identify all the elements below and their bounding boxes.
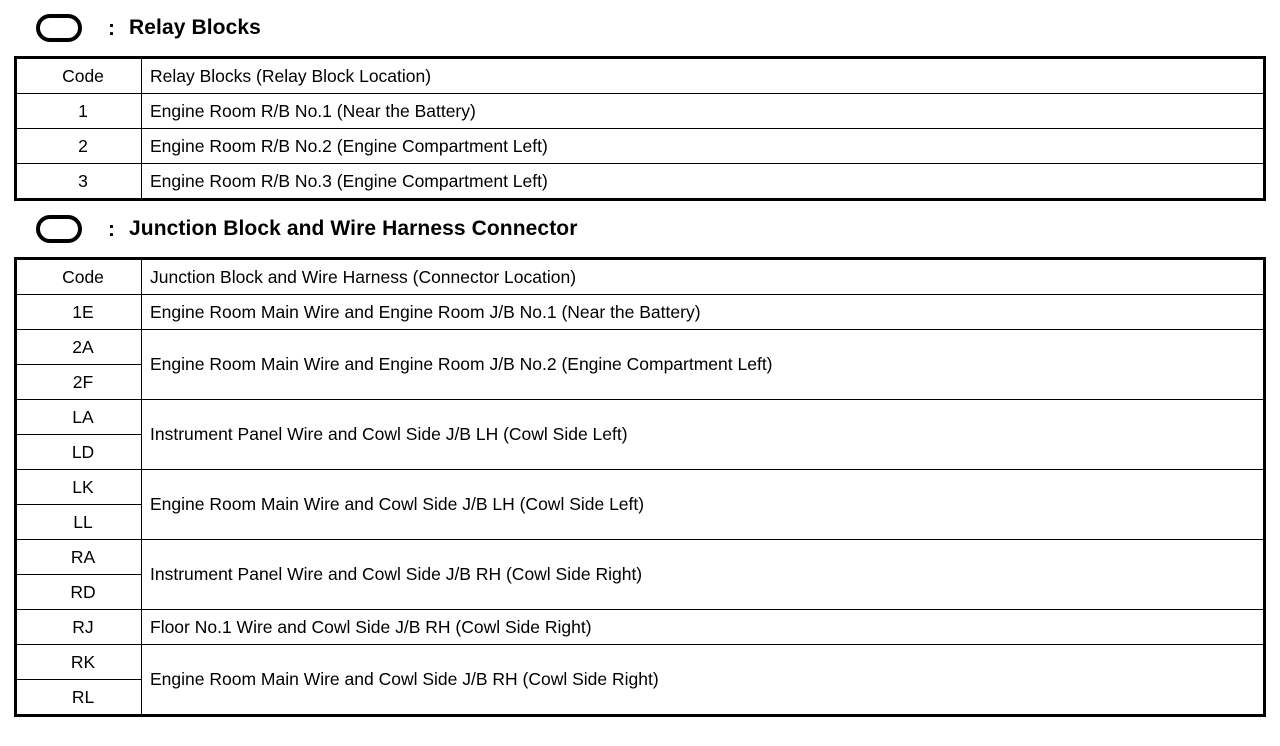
cell-code: RK [16, 645, 142, 680]
table-row [16, 330, 1265, 365]
relay-blocks-table [14, 56, 1266, 201]
junction-block-table [14, 257, 1266, 717]
cell-description: Instrument Panel Wire and Cowl Side J/B RH (Cowl Side Right) [142, 540, 1265, 610]
column-header-code: Code [16, 58, 142, 94]
table-row [16, 610, 1265, 645]
header-colon: : [108, 217, 115, 241]
cell-description: Instrument Panel Wire and Cowl Side J/B LH (Cowl Side Left) [142, 400, 1265, 470]
rounded-rectangle-symbol-icon [36, 215, 82, 243]
cell-code: 2 [16, 129, 142, 164]
header-colon: : [108, 16, 115, 40]
cell-code: 2A [16, 330, 142, 365]
cell-code: LL [16, 505, 142, 540]
section-title-relay-blocks: Relay Blocks [129, 16, 261, 39]
cell-description: Engine Room R/B No.1 (Near the Battery) [142, 94, 1265, 129]
rounded-rectangle-symbol-icon [36, 14, 82, 42]
cell-code: RL [16, 680, 142, 716]
cell-code: LA [16, 400, 142, 435]
table-row [16, 470, 1265, 505]
cell-code: 1 [16, 94, 142, 129]
table-row [16, 129, 1265, 164]
cell-description: Engine Room Main Wire and Cowl Side J/B LH (Cowl Side Left) [142, 470, 1265, 540]
table-row [16, 94, 1265, 129]
cell-code: LK [16, 470, 142, 505]
cell-code: 1E [16, 295, 142, 330]
column-header-description: Junction Block and Wire Harness (Connector Location) [142, 259, 1265, 295]
section-header-junction-block [14, 201, 1266, 257]
cell-description: Engine Room R/B No.2 (Engine Compartment Left) [142, 129, 1265, 164]
column-header-description: Relay Blocks (Relay Block Location) [142, 58, 1265, 94]
cell-code: LD [16, 435, 142, 470]
table-row [16, 400, 1265, 435]
cell-code: RJ [16, 610, 142, 645]
cell-description: Floor No.1 Wire and Cowl Side J/B RH (Cowl Side Right) [142, 610, 1265, 645]
table-row [16, 295, 1265, 330]
section-header-relay-blocks [14, 0, 1266, 56]
cell-code: RA [16, 540, 142, 575]
cell-description: Engine Room R/B No.3 (Engine Compartment Left) [142, 164, 1265, 200]
table-header-row [16, 259, 1265, 295]
cell-description: Engine Room Main Wire and Engine Room J/B No.1 (Near the Battery) [142, 295, 1265, 330]
section-title-junction-block: Junction Block and Wire Harness Connector [129, 217, 578, 240]
column-header-code: Code [16, 259, 142, 295]
cell-code: 3 [16, 164, 142, 200]
cell-code: 2F [16, 365, 142, 400]
cell-description: Engine Room Main Wire and Engine Room J/B No.2 (Engine Compartment Left) [142, 330, 1265, 400]
table-header-row [16, 58, 1265, 94]
cell-description: Engine Room Main Wire and Cowl Side J/B RH (Cowl Side Right) [142, 645, 1265, 716]
table-row [16, 164, 1265, 200]
cell-code: RD [16, 575, 142, 610]
table-row [16, 645, 1265, 680]
table-row [16, 540, 1265, 575]
